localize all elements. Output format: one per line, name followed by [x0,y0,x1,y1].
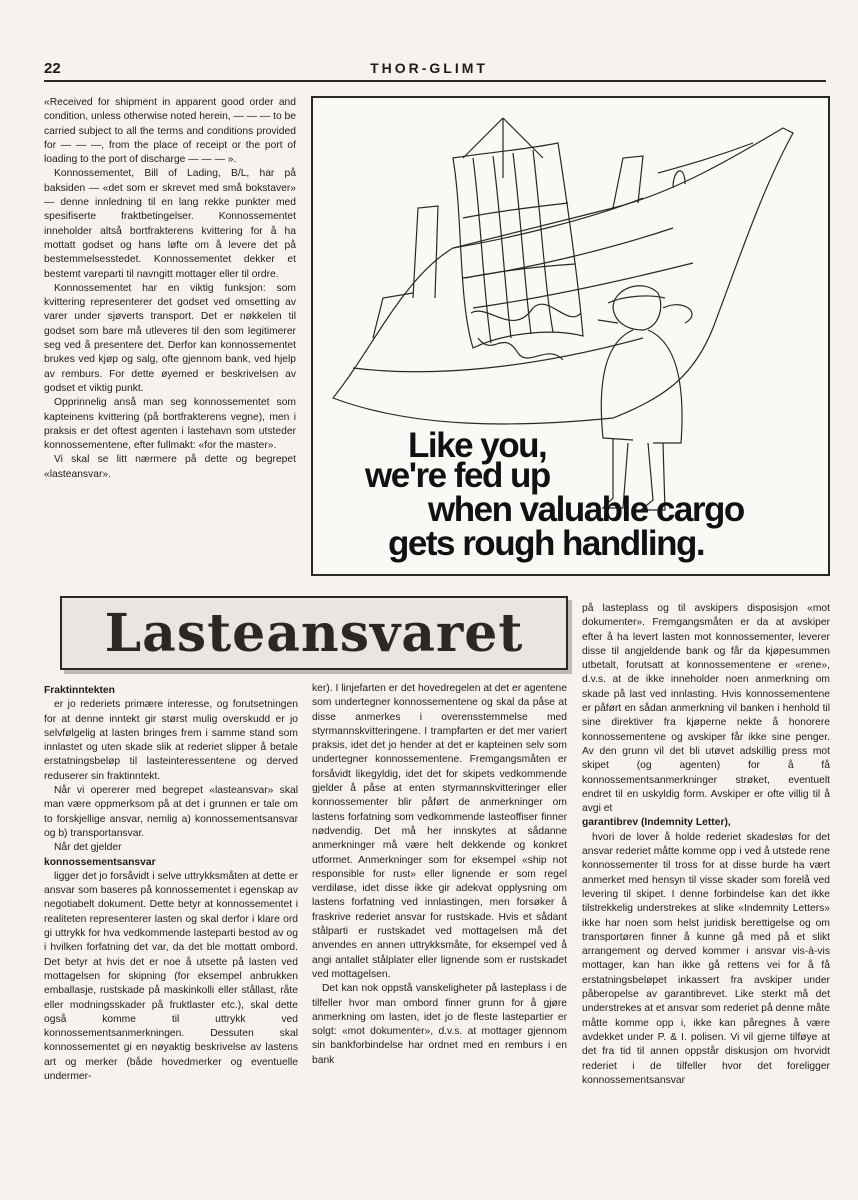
article-paragraph: hvori de lover å holde rederiet skadesløs for det ansvar rederiet måtte komme opp i ved å utstede rene konnossementer til tross for at disse burde ha vært anmerket med hensyn til visse skader som forelå ved levering til skipet. I denne forbindelse kan det ikke tilstrekkelig understrekes at slike «Indemnity Letters» ikke har noen som helst juridisk berettigelse og om transportøren finner å kunne gå med på et slikt arrangement og derved kommer i ansvar vis-à-vis mottager, kan han ikke gå rettens vei for å få erstatningsbeløpet inkassert fra avskiper under påberopelse av garantibrevet. Like sterkt må det understrekes at et ansvar som rederiet på denne måte måtte komme opp i, ikke kan påregnes å være avdekket under P. & I. polisen. Vi vil gjerne tilføye at det fra tid til annen oppstår diskusjon om hvorvidt rederiet i de tilfeller hvor det foreligger konnossementsansvar [582,831,830,1086]
subheading: Fraktinntekten [44,685,115,696]
intro-paragraph: Opprinnelig anså man seg konnossementet som kapteinens kvittering (på bortfrakterens vegne), men i praksis er det oftest agenten i lastehavn som utsteder konnossementene, efter fullmakt: «for the master». [44,397,296,452]
article-paragraph: er jo rederiets primære interesse, og forutsetningen for at denne inntekt gir størst mulig overskudd er jo selvfølgelig at lasten bringes frem i samme stand som innlastet og uten skade slik at rederiet slipper å betale erstatningsbeløp til lasteinteressentene og derved reduserer sin fraktinntekt. [44,699,298,782]
article-title: Lasteansvaret [104,603,524,664]
article-column-3 [582,602,830,1088]
advertisement [311,96,830,576]
ad-slogan-line: when valuable cargo [428,490,744,529]
magazine-header: THOR-GLIMT [370,60,488,76]
article-paragraph: ker). I linjefarten er det hovedregelen at det er agentene som undertegner konnossementene og skal da påse at disse anmerkes i overensstemmelse med styrmannskvitteringene. I trampfarten er det mer variert praksis, idet det jo hender at det er kapteinen selv som undertegner konnossementene. Fremgangsmåten er forsåvidt likegyldig, idet det for skipets vedkommende gjelder å påse at enten styrmannskvitteringer eller konnossementer blir påført de anmerkninger om lastens forfatning som vedkommende lasteoffiser finner nødvendig. Det må her innskytes at sådanne anmerkninger må være helt dekkende og konkret utformet. Anmerkninger som for eksempel «ship not responsible for rust» eller lignende er som regel verdiløse, idet disse ikke gir adekvat opplysning om lastens forfatning ved innlastingen, men forsøker å fraskrive rederiet ansvar for rustskade. Hvis et sådant stålparti er rustskadet ved mottagelsen må det anvendes en annen uttrykksmåte, for eksempel ved å angi antallet stålplater eller lignende som er rustskadet ved mottagelsen. [312,683,567,980]
article-paragraph: på lasteplass og til avskipers disposisjon «mot dokumenter». Fremgangsmåten er da at avskiper efter å ha levert lasten mot konnossementer, leverer disse til angjeldende bank og får da kjøpesummen utbetalt, forutsatt at konnossementene er «rene», d.v.s. at de ikke inneholder noen anmerkning om skade på last ved innlasting. Hvis konnossementene er påført en sådan anmerkning vil banken i henhold til sine direktiver fra kjøperne nekte å honorere konnossementene og avskiper får ikke sine penger. Av den grunn vil det bli utøvet adskillig press mot skipet (og agenten) for å få konnossementsanmerkninger strøket, eventuelt endret til en uskyldig form. Avskiper er ofte villig til å avgi et [582,603,830,815]
ad-slogan-line: gets rough handling. [388,524,705,563]
article-paragraph: Når det gjelder [54,842,122,854]
intro-paragraph: Konnossementet, Bill of Lading, B/L, har på baksiden — «det som er skrevet med små bokstaver» — denne innledning til en lang rekke punkter med spesifiserte fraktbetingelser. Konnossementet inneholder altså bortfrakterens kvittering for å ha mottatt godset og hans løfte om å levere det på bestemmelsesstedet. Konnossementet dekker et bestemt vareparti til navngitt mottager eller til ordre. [44,168,296,280]
article-paragraph: ligger det jo forsåvidt i selve uttrykksmåten at dette er ansvar som baseres på konnossementet i egenskap av negotiabelt dokument. Dette betyr at konnossementet i realiteten representerer lasten og skal derfor i klare ord gi uttrykk for hva vedkommende lasteparti bestod av og i hvilken forfatning det var, da det ble mottatt ombord. Det betyr at hvis det er noe å utsette på lasten ved mottagelsen for skipning (for eksempel anbrukken emballasje, rustskade på maskinkolli eller stållast, råte eller modningsskader på fruktlaster etc.), skal dette også komme til uttrykk ved konnossementsanmerkningen. Dessuten skal konnossementet gi en nøyaktig beskrivelse av lastens art og merker (både hovedmerker og eventuelle undermer- [44,870,298,1083]
intro-paragraph: «Received for shipment in apparent good order and condition, unless otherwise noted herein, — — — to be carried subject to all the terms and conditions provided for — — —, from the place of receipt or the port of loading to the port of discharge — — — ». [44,97,296,166]
subheading: garantibrev (Indemnity Letter), [582,817,731,829]
intro-column [44,96,296,482]
article-title-box [60,596,568,670]
ad-slogan-line: Like you, [408,426,547,465]
header-rule [44,80,826,82]
ad-slogan-line: we're fed up [365,456,550,495]
intro-paragraph: Konnossementet har en viktig funksjon: som kvittering representerer det godset ved omsetting av varer under sjøverts transport. Det er nøkkelen til godset som bare må utleveres til den som legitimerer seg ved å presentere det. Derfor kan konnossementet brukes ved kjøp og salg, ofte gjennom bank, ved hjelp av remburs. For dette øyemed er beskrivelsen av godset et viktig punkt. [44,282,296,394]
article-paragraph: Det kan nok oppstå vanskeligheter på lasteplass i de tilfeller hvor man ombord finner grunn for å gjøre anmerkning om lasten, idet jo de fleste lastepartier er solgt: «mot dokumenter», d.v.s. at mottager gjennom sin bankforbindelse har ordnet med en remburs i en bank [312,983,567,1066]
article-column-1 [44,684,298,1084]
subheading: konnossementsansvar [44,856,156,868]
article-paragraph: Når vi opererer med begrepet «lasteansvar» skal man være oppmerksom på at det i grunnen er tale om to forskjellige ansvar, nemlig a) konnossementsansvar og b) transportansvar. [44,785,298,839]
page-number: 22 [44,60,61,77]
article-column-2 [312,682,567,1068]
intro-paragraph: Vi skal se litt nærmere på dette og begrepet «lasteansvar». [44,454,296,480]
